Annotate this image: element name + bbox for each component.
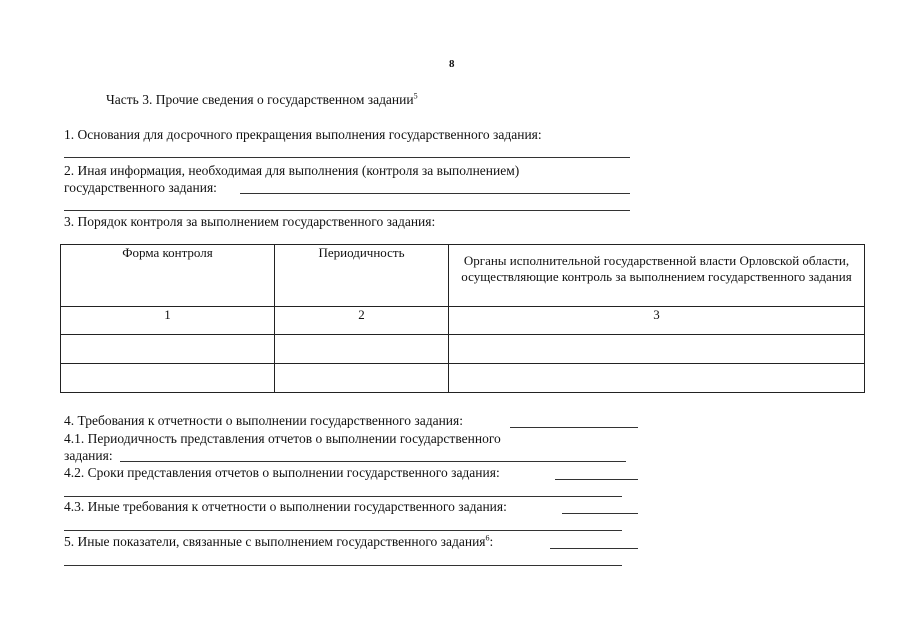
column-number-2: 2 <box>275 307 449 335</box>
item-2-label-line2: государственного задания: <box>64 180 217 195</box>
item-5-text: 5. Иные показатели, связанные с выполнением государственного задания <box>64 534 486 549</box>
item-4-fill-line <box>510 427 638 428</box>
table-row <box>61 335 865 364</box>
page-number: 8 <box>449 58 455 70</box>
item-1-fill-line <box>64 157 630 158</box>
item-4-2-label: 4.2. Сроки представления отчетов о выполнении государственного задания: <box>64 465 500 480</box>
item-4-3-fill-line-1 <box>562 513 638 514</box>
table-cell[interactable] <box>449 335 865 364</box>
table-cell[interactable] <box>449 364 865 393</box>
item-4-2-fill-line-1 <box>555 479 638 480</box>
item-4-2-fill-line-2 <box>64 496 622 497</box>
item-5-label <box>64 534 493 550</box>
part-title-text: Часть 3. Прочие сведения о государственном задании <box>106 92 414 107</box>
table-cell[interactable] <box>275 364 449 393</box>
header-periodicity: Периодичность <box>275 245 449 307</box>
item-4-3-label: 4.3. Иные требования к отчетности о выполнении государственного задания: <box>64 499 507 514</box>
table-cell[interactable] <box>61 364 275 393</box>
item-2-fill-line-2 <box>64 210 630 211</box>
table-row <box>61 364 865 393</box>
header-control-bodies: Органы исполнительной государственной власти Орловской области, осуществляющие контроль за выполнением государственного задания <box>449 245 865 307</box>
item-4-1-label-line1: 4.1. Периодичность представления отчетов о выполнении государственного <box>64 431 501 446</box>
item-5-fill-line-1 <box>550 548 638 549</box>
item-4-label: 4. Требования к отчетности о выполнении государственного задания: <box>64 413 463 428</box>
control-table <box>60 244 865 393</box>
table-column-number-row <box>61 307 865 335</box>
item-2-fill-line-1 <box>240 193 630 194</box>
item-3-label: 3. Порядок контроля за выполнением государственного задания: <box>64 214 436 229</box>
item-5-colon: : <box>489 534 494 549</box>
column-number-3: 3 <box>449 307 865 335</box>
item-2-label-line1: 2. Иная информация, необходимая для выполнения (контроля за выполнением) <box>64 163 520 178</box>
table-cell[interactable] <box>275 335 449 364</box>
item-4-1-fill-line <box>120 461 626 462</box>
footnote-ref-6: 6 <box>485 533 490 543</box>
table-cell[interactable] <box>61 335 275 364</box>
part-title <box>106 92 418 108</box>
item-4-1-label-line2: задания: <box>64 448 113 463</box>
item-1-label: 1. Основания для досрочного прекращения выполнения государственного задания: <box>64 127 542 142</box>
column-number-1: 1 <box>61 307 275 335</box>
footnote-ref-5: 5 <box>413 91 418 101</box>
table-header-row <box>61 245 865 307</box>
item-4-3-fill-line-2 <box>64 530 622 531</box>
header-control-form: Форма контроля <box>61 245 275 307</box>
item-5-fill-line-2 <box>64 565 622 566</box>
